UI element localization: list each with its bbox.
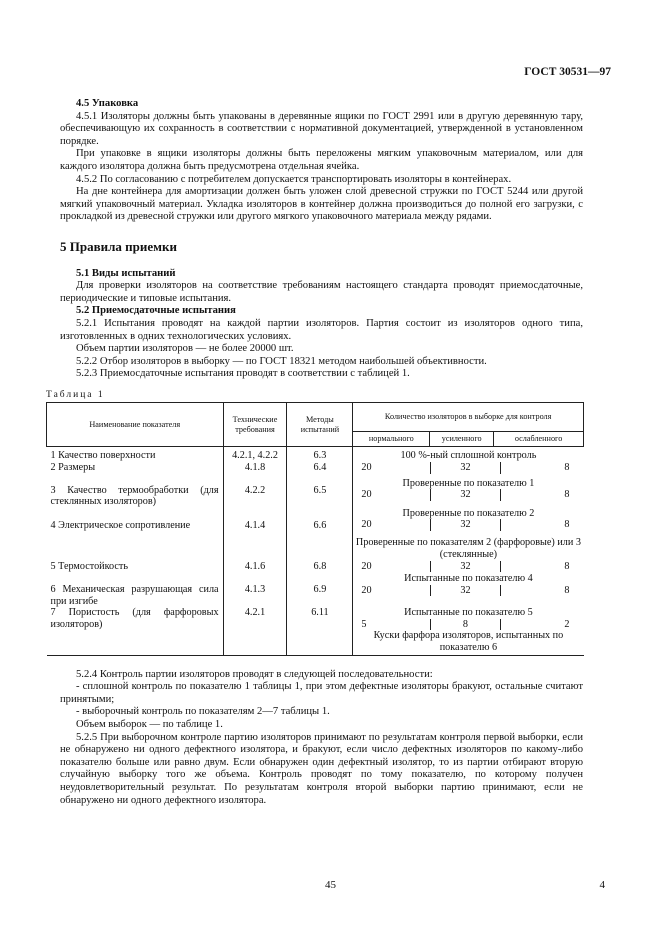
table-row	[47, 462, 584, 474]
sample-relaxed: 8	[500, 462, 584, 474]
paragraph-4-5-2: 4.5.2 По согласованию с потребителем допускается транспортировать изоляторы в контейнерах.	[76, 173, 512, 185]
header-relaxed: ослабленного	[494, 432, 584, 447]
document-body	[46, 98, 583, 807]
row-tech: 4.2.2	[223, 474, 287, 508]
sample-volume-note: Объем выборок — по таблице 1.	[76, 718, 223, 730]
paragraph-4-5-1-b: При упаковке в ящики изоляторы должны быть переложены мягким упаковочным материалом, или для каждого изолятора должна быть предусмотрена отдельная ячейка.	[60, 148, 583, 172]
sample-normal: 20	[361, 584, 372, 596]
table-caption: Таблица 1	[46, 389, 105, 400]
row-tech: 4.1.4	[223, 508, 287, 532]
sample-enhanced: 32	[430, 489, 500, 501]
row-name: 1 Качество поверхности	[50, 450, 156, 462]
table-row	[47, 508, 584, 532]
sample-normal: 5	[361, 618, 367, 630]
table-row	[47, 531, 584, 573]
section-5-title: 5 Правила приемки	[60, 238, 177, 254]
sample-relaxed: 8	[500, 519, 584, 531]
row-name: 6 Механическая разрушающая сила при изгибе	[50, 584, 219, 607]
paragraph-5-2-1-b: Объем партии изоляторов — не более 20000 шт.	[76, 343, 294, 355]
acceptance-table	[46, 402, 584, 655]
row-note: Испытанные по показателю 4	[404, 573, 533, 585]
paragraph-4-5-2-b: На дне контейнера для амортизации должен быть уложен слой древесной стружки по ГОСТ 5244 или другой мягкий упаковочный материал. Укладка изоляторов в контейнер должна производиться до полной его загрузки, с прокладкой из древесной стружки или другого мягкого упаковочного материала между рядами.	[60, 186, 583, 223]
row-name: 5 Термостойкость	[50, 561, 129, 573]
section-5-1-title: 5.1 Виды испытаний	[76, 267, 176, 279]
row-tech: 4.1.6	[223, 531, 287, 573]
bullet-sample-control: - выборочный контроль по показателям 2—7 таблицы 1.	[76, 706, 330, 718]
header-methods: Методы испытаний	[287, 403, 353, 447]
row-tech: 4.1.3	[223, 573, 287, 607]
paragraph-5-2-5: 5.2.5 При выборочном контроле партию изоляторов принимают по результатам контроля первой выборки, если не обнаружено ни одного дефектного изолятора, и бракуют, если число дефектных изоляторов по какому-либо показателю больше или равно двум. Если обнаружен один дефектный изолятор, то из партии отбирают вторую случайную выборку того же объема. Контроль проводят по тому показателю, по которому получен неудовлетворительный результат. По результатам контроля второй выборки партию принимают, если не обнаружено ни одного дефектного изолятора.	[60, 731, 583, 806]
paragraph-5-2-4: 5.2.4 Контроль партии изоляторов проводят в следующей последовательности:	[76, 668, 433, 680]
row-full-control: 100 %-ный сплошной контроль	[353, 447, 584, 462]
sample-relaxed: 8	[500, 585, 584, 597]
row-method: 6.8	[287, 531, 353, 573]
sample-normal: 20	[361, 462, 372, 474]
row-name: 7 Пористость (для фарфоровых изоляторов)	[47, 607, 224, 655]
row-tech: 4.2.1, 4.2.2	[223, 447, 287, 462]
row-tech: 4.1.8	[223, 462, 287, 474]
header-name: Наименование показателя	[47, 403, 224, 447]
sample-enhanced: 32	[430, 462, 500, 474]
table-row	[47, 573, 584, 607]
sample-enhanced: 32	[430, 561, 500, 573]
header-normal: нормального	[353, 432, 430, 447]
sample-normal: 20	[361, 489, 372, 501]
sheet-number: 4	[599, 879, 605, 891]
sample-normal: 20	[361, 560, 372, 572]
row-sample-sizes	[353, 462, 584, 474]
row-method: 6.6	[287, 508, 353, 532]
header-tech: Технические требования	[223, 403, 287, 447]
section-5-2-title: 5.2 Приемосдаточные испытания	[76, 305, 236, 317]
row-method: 6.3	[287, 447, 353, 462]
row-sample-sizes	[353, 508, 584, 532]
bullet-full-control: - сплошной контроль по показателю 1 таблицы 1, при этом дефектные изоляторы бракуют, остальные считают принятыми;	[60, 681, 583, 705]
row-name: 2 Размеры	[50, 462, 96, 474]
header-quantity: Количество изоляторов в выборке для контроля	[353, 403, 584, 432]
row-note: Проверенные по показателю 2	[402, 507, 535, 519]
row-note: Проверенные по показателям 2 (фарфоровые) или 3 (стеклянные)	[355, 537, 581, 561]
paragraph-5-1: Для проверки изоляторов на соответствие требованиям настоящего стандарта проводят приемосдаточные, периодические и типовые испытания.	[60, 280, 583, 304]
row-note: Испытанные по показателю 5	[404, 607, 533, 619]
paragraph-4-5-1: 4.5.1 Изоляторы должны быть упакованы в деревянные ящики по ГОСТ 2991 или в другую деревянную тару, обеспечивающую их сохранность в соответствии с нормативной документацией, утвержденной в установленном порядке.	[60, 110, 583, 147]
row-method: 6.4	[287, 462, 353, 474]
sample-enhanced: 32	[430, 585, 500, 597]
row-tech: 4.2.1	[223, 607, 287, 655]
sample-relaxed: 2	[500, 619, 584, 631]
row-method: 6.9	[287, 573, 353, 607]
sample-normal: 20	[361, 519, 372, 531]
table-row	[47, 474, 584, 508]
row-sample-sizes	[353, 573, 584, 607]
page-number: 45	[325, 879, 336, 891]
row-method: 6.11	[287, 607, 353, 655]
row-note-after: Куски фарфора изоляторов, испытанных по показателю 6	[373, 630, 564, 653]
table-row	[47, 447, 584, 462]
paragraph-5-2-2: 5.2.2 Отбор изоляторов в выборку — по ГОСТ 18321 методом наибольшей объективности.	[76, 355, 487, 367]
row-note: Проверенные по показателю 1	[402, 477, 535, 489]
document-id: ГОСТ 30531—97	[524, 66, 611, 78]
paragraph-5-2-3: 5.2.3 Приемосдаточные испытания проводят в соответствии с таблицей 1.	[76, 368, 410, 380]
row-method: 6.5	[287, 474, 353, 508]
row-name: 3 Качество термообработки (для стеклянных изоляторов)	[50, 484, 219, 508]
row-sample-sizes	[353, 474, 584, 508]
row-sample-sizes	[353, 531, 584, 573]
paragraph-5-2-1: 5.2.1 Испытания проводят на каждой партии изоляторов. Партия состоит из изоляторов одного типа, изготовленных в одних технологических условиях.	[60, 317, 583, 342]
sample-enhanced: 32	[430, 519, 500, 531]
table-row	[47, 607, 584, 655]
row-name: 4 Электрическое сопротивление	[50, 519, 191, 531]
sample-relaxed: 8	[500, 561, 584, 573]
section-4-5-title: 4.5 Упаковка	[76, 98, 139, 109]
header-enhanced: усиленного	[430, 432, 494, 447]
row-sample-sizes	[353, 607, 584, 655]
sample-relaxed: 8	[500, 489, 584, 501]
sample-enhanced: 8	[430, 619, 500, 631]
